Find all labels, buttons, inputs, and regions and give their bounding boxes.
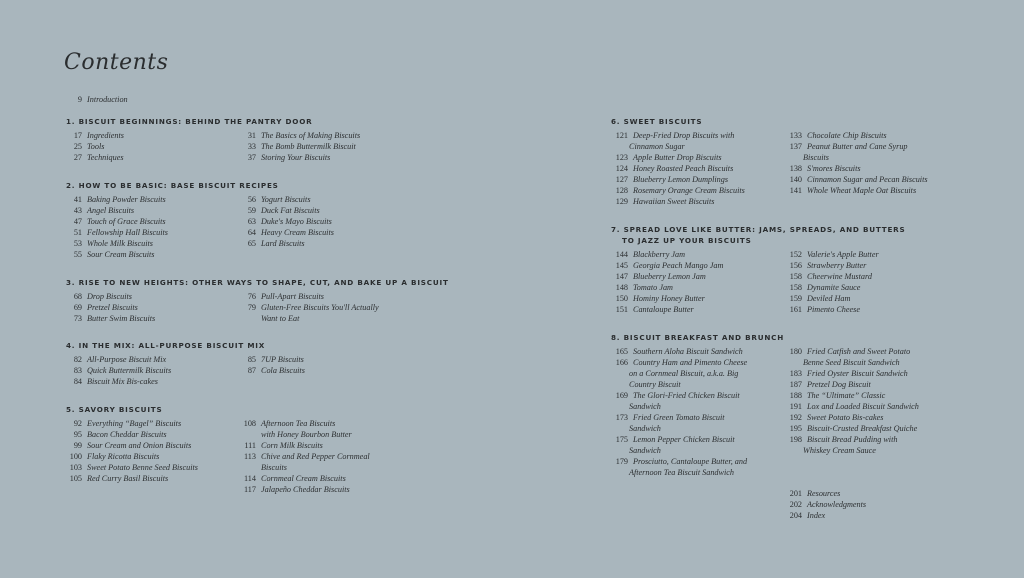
section-heading-continued: TO JAZZ UP YOUR BISCUITS	[622, 236, 752, 245]
toc-entry: 59 Duck Fat Biscuits	[247, 206, 320, 215]
toc-entry-continued: Biscuits	[803, 153, 829, 162]
toc-entry: 100 Flaky Ricotta Biscuits	[69, 452, 160, 461]
section-heading: 2. HOW TO BE BASIC: BASE BISCUIT RECIPES	[66, 181, 279, 190]
toc-entry: 47 Touch of Grace Biscuits	[73, 217, 166, 226]
toc-entry-continued: Biscuits	[261, 463, 287, 472]
toc-entry: 183 Fried Oyster Biscuit Sandwich	[789, 369, 908, 378]
toc-entry-continued: Whiskey Cream Sauce	[803, 446, 876, 455]
toc-entry: 156 Strawberry Butter	[789, 261, 867, 270]
toc-entry: 95 Bacon Cheddar Biscuits	[73, 430, 167, 439]
toc-entry: 195 Biscuit-Crusted Breakfast Quiche	[789, 424, 918, 433]
toc-entry: 188 The “Ultimate” Classic	[789, 391, 886, 400]
page-title: Contents	[64, 50, 169, 75]
toc-entry: 65 Lard Biscuits	[247, 239, 305, 248]
toc-entry: 144 Blackberry Jam	[615, 250, 686, 259]
toc-entry: 204 Index	[789, 511, 826, 520]
toc-entry: 158 Dynamite Sauce	[789, 283, 861, 292]
toc-entry: 69 Pretzel Biscuits	[73, 303, 138, 312]
toc-entry-continued: Afternoon Tea Biscuit Sandwich	[629, 468, 734, 477]
toc-entry: 192 Sweet Potato Bis-cakes	[789, 413, 884, 422]
toc-entry: 159 Deviled Ham	[789, 294, 851, 303]
toc-entry: 82 All-Purpose Biscuit Mix	[73, 355, 167, 364]
toc-entry: 202 Acknowledgments	[789, 500, 867, 509]
toc-entry: 145 Georgia Peach Mango Jam	[615, 261, 724, 270]
toc-entry: 105 Red Curry Basil Biscuits	[69, 474, 169, 483]
toc-entry: 147 Blueberry Lemon Jam	[615, 272, 706, 281]
toc-entry: 103 Sweet Potato Benne Seed Biscuits	[69, 463, 198, 472]
toc-entry	[66, 94, 128, 105]
page-number: 9	[77, 95, 82, 104]
toc-entry: 198 Biscuit Bread Pudding with	[789, 435, 898, 444]
toc-entry: 187 Pretzel Dog Biscuit	[789, 380, 871, 389]
toc-entry: 17 Ingredients	[73, 131, 124, 140]
toc-entry: 31 The Basics of Making Biscuits	[247, 131, 361, 140]
toc-entry: 165 Southern Aloha Biscuit Sandwich	[615, 347, 743, 356]
toc-entry: 150 Hominy Honey Butter	[615, 294, 705, 303]
toc-entry: 111 Corn Milk Biscuits	[244, 441, 323, 450]
toc-entry: 138 S'mores Biscuits	[789, 164, 861, 173]
toc-entry: 124 Honey Roasted Peach Biscuits	[615, 164, 734, 173]
toc-entry: 179 Prosciutto, Cantaloupe Butter, and	[615, 457, 748, 466]
toc-entry: 180 Fried Catfish and Sweet Potato	[789, 347, 911, 356]
toc-entry-continued: on a Cornmeal Biscuit, a.k.a. Big	[629, 369, 739, 378]
toc-entry: 56 Yogurt Biscuits	[247, 195, 311, 204]
toc-entry: 41 Baking Powder Biscuits	[73, 195, 166, 204]
toc-entry: 25 Tools	[73, 142, 105, 151]
toc-entry: 76 Pull-Apart Biscuits	[247, 292, 324, 301]
toc-entry: 117 Jalapeño Cheddar Biscuits	[244, 485, 350, 494]
toc-entry: 37 Storing Your Biscuits	[247, 153, 331, 162]
toc-entry: 175 Lemon Pepper Chicken Biscuit	[615, 435, 735, 444]
toc-entry-continued: with Honey Bourbon Butter	[261, 430, 352, 439]
entry-label: Introduction	[87, 95, 128, 104]
toc-entry: 140 Cinnamon Sugar and Pecan Biscuits	[789, 175, 928, 184]
toc-entry: 83 Quick Buttermilk Biscuits	[73, 366, 172, 375]
section-heading: 8. BISCUIT BREAKFAST AND BRUNCH	[611, 333, 785, 342]
toc-entry: 141 Whole Wheat Maple Oat Biscuits	[789, 186, 917, 195]
toc-entry: 161 Pimento Cheese	[789, 305, 860, 314]
toc-entry: 114 Cornmeal Cream Biscuits	[244, 474, 346, 483]
toc-entry: 191 Lox and Loaded Biscuit Sandwich	[789, 402, 919, 411]
toc-entry: 43 Angel Biscuits	[73, 206, 135, 215]
section-heading: 7. SPREAD LOVE LIKE BUTTER: JAMS, SPREADS, AND BUTTERS	[611, 225, 906, 234]
toc-entry: 158 Cheerwine Mustard	[789, 272, 872, 281]
toc-entry: 128 Rosemary Orange Cream Biscuits	[615, 186, 745, 195]
toc-entry: 108 Afternoon Tea Biscuits	[243, 419, 336, 428]
toc-entry-continued: Sandwich	[629, 402, 661, 411]
toc-entry: 51 Fellowship Hall Biscuits	[73, 228, 168, 237]
toc-entry: 87 Cola Biscuits	[247, 366, 305, 375]
toc-entry-continued: Benne Seed Biscuit Sandwich	[803, 358, 900, 367]
toc-entry: 129 Hawaiian Sweet Biscuits	[615, 197, 715, 206]
toc-entry: 123 Apple Butter Drop Biscuits	[615, 153, 722, 162]
toc-entry: 166 Country Ham and Pimento Cheese	[615, 358, 748, 367]
toc-entry: 133 Chocolate Chip Biscuits	[789, 131, 887, 140]
toc-entry: 84 Biscuit Mix Bis-cakes	[73, 377, 158, 386]
toc-entry: 27 Techniques	[73, 153, 124, 162]
toc-entry: 85 7UP Biscuits	[247, 355, 304, 364]
toc-entry: 152 Valerie's Apple Butter	[789, 250, 879, 259]
toc-entry: 201 Resources	[789, 489, 841, 498]
toc-entry: 68 Drop Biscuits	[73, 292, 132, 301]
toc-entry-continued: Sandwich	[629, 446, 661, 455]
toc-entry: 137 Peanut Butter and Cane Syrup	[789, 142, 908, 151]
toc-entry: 64 Heavy Cream Biscuits	[247, 228, 334, 237]
section-heading: 3. RISE TO NEW HEIGHTS: OTHER WAYS TO SHAPE, CUT, AND BAKE UP A BISCUIT	[66, 278, 449, 287]
toc-entry-continued: Country Biscuit	[629, 380, 681, 389]
section-heading: 5. SAVORY BISCUITS	[66, 405, 163, 414]
toc-entry: 113 Chive and Red Pepper Cornmeal	[244, 452, 370, 461]
section-heading: 6. SWEET BISCUITS	[611, 117, 703, 126]
toc-entry: 99 Sour Cream and Onion Biscuits	[73, 441, 192, 450]
toc-entry: 63 Duke's Mayo Biscuits	[247, 217, 332, 226]
section-heading: 4. IN THE MIX: ALL-PURPOSE BISCUIT MIX	[66, 341, 266, 350]
toc-entry: 92 Everything “Bagel” Biscuits	[73, 419, 182, 428]
toc-entry: 151 Cantaloupe Butter	[615, 305, 694, 314]
toc-entry: 121 Deep-Fried Drop Biscuits with	[615, 131, 735, 140]
toc-entry: 169 The Glori-Fried Chicken Biscuit	[615, 391, 740, 400]
toc-entry: 73 Butter Swim Biscuits	[73, 314, 156, 323]
toc-entry-continued: Cinnamon Sugar	[629, 142, 685, 151]
section-heading: 1. BISCUIT BEGINNINGS: BEHIND THE PANTRY DOOR	[66, 117, 313, 126]
toc-entry: 55 Sour Cream Biscuits	[73, 250, 155, 259]
toc-entry-continued: Sandwich	[629, 424, 661, 433]
toc-entry: 148 Tomato Jam	[615, 283, 673, 292]
toc-entry: 127 Blueberry Lemon Dumplings	[615, 175, 729, 184]
toc-entry: 33 The Bomb Buttermilk Biscuit	[247, 142, 356, 151]
toc-entry-continued: Want to Eat	[261, 314, 300, 323]
toc-entry: 173 Fried Green Tomato Biscuit	[615, 413, 725, 422]
toc-entry: 79 Gluten-Free Biscuits You'll Actually	[247, 303, 379, 312]
toc-entry: 53 Whole Milk Biscuits	[73, 239, 153, 248]
